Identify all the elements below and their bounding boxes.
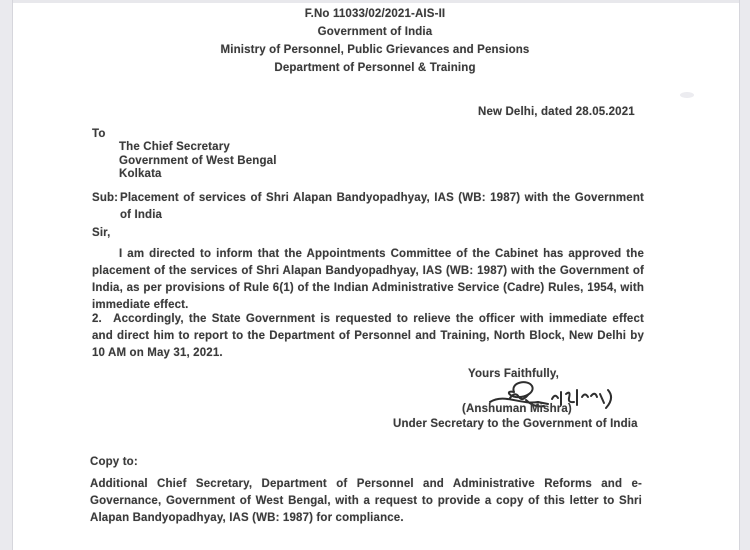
scan-edge-left <box>0 0 13 550</box>
body-paragraph-2 <box>92 311 644 362</box>
copy-to-label: Copy to: <box>90 456 138 468</box>
signatory-name: (Anshuman Mishra) <box>462 403 572 415</box>
scan-artifact <box>680 92 694 98</box>
signatory-title: Under Secretary to the Government of India <box>393 418 638 430</box>
letterhead <box>0 6 750 78</box>
closing-line: Yours Faithfully, <box>468 368 559 380</box>
paragraph-text: Accordingly, the State Government is requested to relieve the officer with immediate effect and direct him to report to the Department of Personnel and Training, North Block, New Delhi by 10 AM on May 31, 2021. <box>92 313 644 359</box>
government-line: Government of India <box>317 26 433 38</box>
addressee-to-label: To <box>92 128 106 140</box>
addressee-block <box>119 141 277 182</box>
file-number: F.No 11033/02/2021-AIS-II <box>304 8 446 20</box>
subject-text: Placement of services of Shri Alapan Bandyopadhyay, IAS (WB: 1987) with the Government of India <box>120 192 644 221</box>
addressee-line: Kolkata <box>119 168 162 180</box>
body-paragraph-1: I am directed to inform that the Appointments Committee of the Cabinet has approved the placement of the services of Shri Alapan Bandyopadhyay, IAS (WB: 1987) with the Government of India, as per provisions of Rule 6(1) of the Indian Administrative Service (Cadre) Rules, 1954, with immediate effect. <box>92 248 644 311</box>
department-line: Department of Personnel & Training <box>274 62 476 74</box>
scan-edge-right <box>739 0 750 550</box>
subject-label: Sub: <box>92 192 119 204</box>
copy-to-text: Additional Chief Secretary, Department of Personnel and Administrative Reforms and e-Governance, Government of West Bengal, with a request to provide a copy of this letter to Shri Alapan Bandyopadhyay, IAS (WB: 1987) for compliance. <box>90 478 642 524</box>
ministry-line: Ministry of Personnel, Public Grievances and Pensions <box>220 44 530 56</box>
paragraph-number: 2. <box>92 313 102 325</box>
scan-edge-top <box>0 0 750 3</box>
dateline: New Delhi, dated 28.05.2021 <box>478 106 635 118</box>
addressee-line: The Chief Secretary <box>119 141 230 153</box>
salutation: Sir, <box>92 227 111 239</box>
addressee-line: Government of West Bengal <box>119 154 277 167</box>
